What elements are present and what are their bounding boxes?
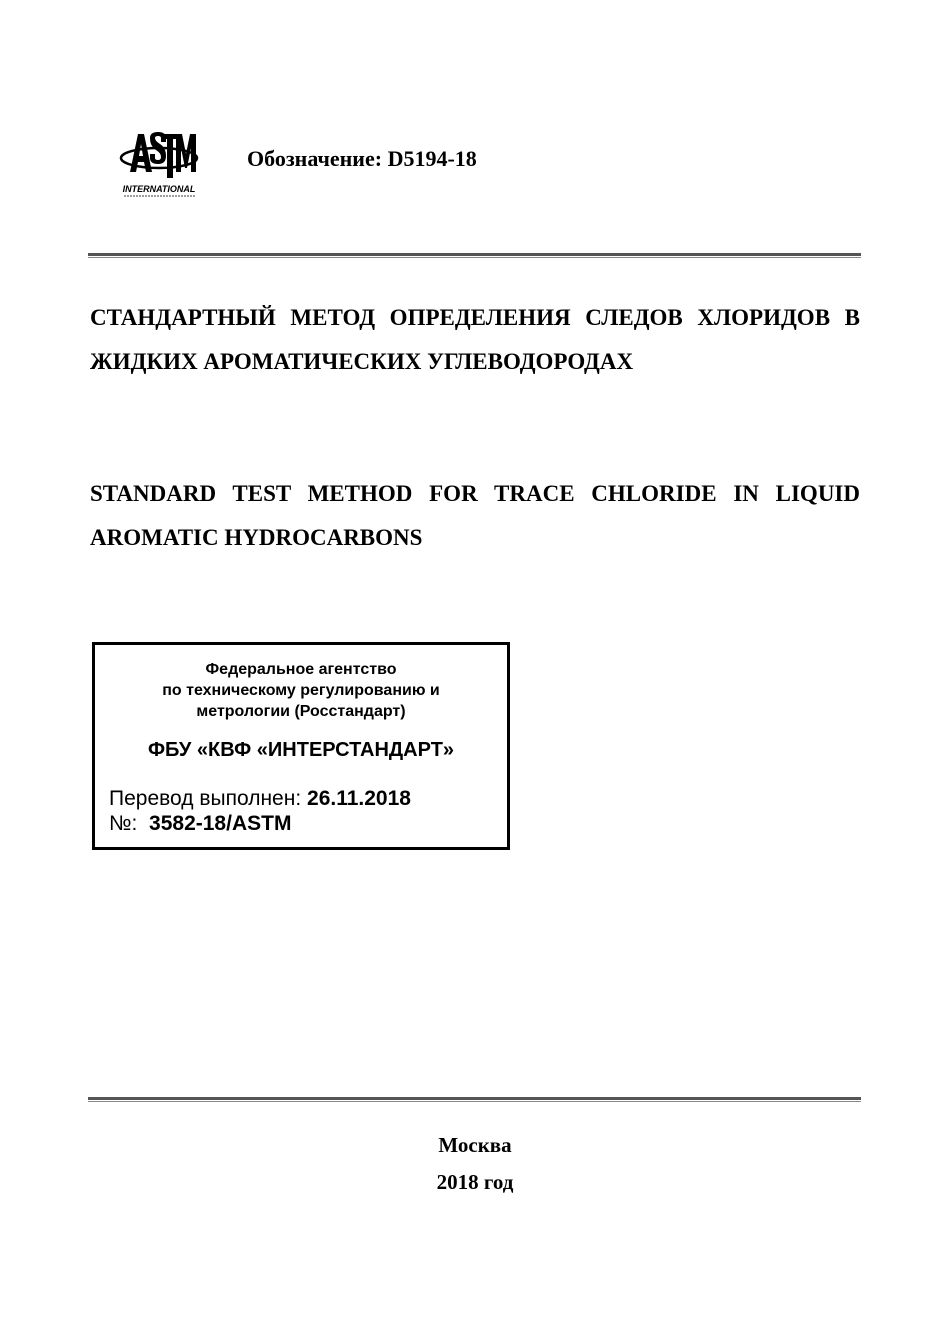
svg-text:INTERNATIONAL: INTERNATIONAL (122, 184, 196, 194)
stamp-number-value: 3582-18/ASTM (149, 812, 292, 835)
translation-stamp (92, 642, 510, 850)
stamp-translated-label: Перевод выполнен: (109, 787, 302, 810)
footer-year: 2018 год (436, 1170, 514, 1194)
stamp-translated-date: 26.11.2018 (307, 787, 411, 810)
stamp-number (109, 812, 291, 836)
document-designation: Обозначение: D5194-18 (247, 146, 477, 171)
stamp-organization: ФБУ «КВФ «ИНТЕРСТАНДАРТ» (147, 739, 455, 761)
astm-international-logo (116, 128, 202, 200)
footer-city: Москва (438, 1133, 512, 1157)
stamp-number-label: №: (109, 812, 138, 835)
bottom-divider (88, 1097, 861, 1103)
title-english: STANDARD TEST METHOD FOR TRACE CHLORIDE IN LIQUID AROMATIC HYDROCARBONS (90, 481, 860, 550)
top-divider (88, 253, 861, 259)
stamp-translation-date (109, 787, 411, 811)
title-russian: СТАНДАРТНЫЙ МЕТОД ОПРЕДЕЛЕНИЯ СЛЕДОВ ХЛОРИДОВ В ЖИДКИХ АРОМАТИЧЕСКИХ УГЛЕВОДОРОДАХ (90, 305, 860, 374)
stamp-agency: Федеральное агентство по техническому регулированию и метрологии (Росстандарт) (162, 661, 440, 720)
